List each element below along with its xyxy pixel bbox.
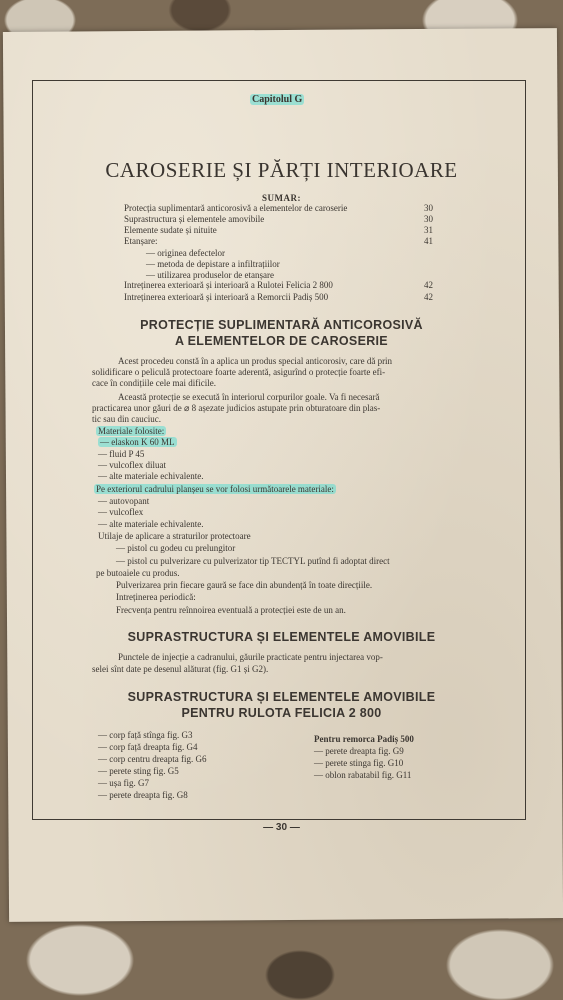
sumar-page: 30 bbox=[424, 214, 433, 224]
right-list-heading: Pentru remorca Padiș 500 bbox=[314, 734, 414, 744]
list-item: — fluid P 45 bbox=[98, 449, 145, 459]
right-list-item: — perete stinga fig. G10 bbox=[314, 758, 404, 768]
body-line: Pulverizarea prin fiecare gaură se face din abundență în toate direcțiile. bbox=[116, 580, 373, 590]
chapter-label: Capitolul G bbox=[252, 94, 303, 105]
body-line: Punctele de injecție a cadranului, găurile practicate pentru injectarea vop- bbox=[118, 652, 383, 662]
list-item: — alte materiale echivalente. bbox=[98, 519, 204, 529]
body-line: selei sînt date pe desenul alăturat (fig. G1 și G2). bbox=[92, 664, 269, 674]
sumar-page: 42 bbox=[424, 280, 433, 290]
section3-heading-line1: SUPRASTRUCTURA ȘI ELEMENTELE AMOVIBILE bbox=[127, 690, 436, 704]
left-list-item: — perete sting fig. G5 bbox=[98, 766, 179, 776]
sumar-page: 30 bbox=[424, 203, 433, 213]
body-line: Acest procedeu constă în a aplica un produs special anticorosiv, care dă prin bbox=[118, 356, 393, 366]
list-item: — pistol cu pulverizare cu pulverizator tip TECTYL putînd fi adoptat direct bbox=[116, 556, 390, 566]
body-line: practicarea unor găuri de ⌀ 8 așezate judicios astupate prin obturatoare din plas- bbox=[92, 403, 381, 413]
sumar-entry: Protecția suplimentară anticorosivă a elementelor de caroserie bbox=[124, 203, 348, 213]
body-line: tic sau din cauciuc. bbox=[92, 414, 161, 424]
sumar-entry: — utilizarea produselor de etanșare bbox=[146, 270, 274, 280]
sumar-entry: — metoda de depistare a infiltrațiilor bbox=[146, 259, 280, 269]
page-number: — 30 — bbox=[263, 822, 300, 833]
body-line: pe butoaiele cu produs. bbox=[96, 568, 180, 578]
sumar-entry: Etanșare: bbox=[124, 236, 158, 246]
materials-label: Materiale folosite: bbox=[98, 426, 165, 436]
section1-heading-line2: A ELEMENTELOR DE CAROSERIE bbox=[175, 334, 388, 348]
body-line: Utilaje de aplicare a straturilor protectoare bbox=[98, 531, 251, 541]
list-item: — vulcoflex bbox=[98, 507, 144, 517]
sumar-page: 31 bbox=[424, 225, 433, 235]
right-list-item: — oblon rabatabil fig. G11 bbox=[314, 770, 412, 780]
left-list-item: — perete dreapta fig. G8 bbox=[98, 790, 188, 800]
sumar-entry: Suprastructura și elementele amovibile bbox=[124, 214, 265, 224]
list-item: — alte materiale echivalente. bbox=[98, 471, 204, 481]
list-item: — elaskon K 60 ML bbox=[100, 437, 175, 447]
body-line: solidificare o peliculă protectoare foarte aderentă, asigurînd o protecție foarte efi- bbox=[92, 367, 386, 377]
sumar-entry: Elemente sudate și nituite bbox=[124, 225, 217, 235]
sumar-heading: SUMAR: bbox=[262, 193, 301, 203]
body-line: Această protecție se execută în interiorul corpurilor goale. Va fi necesară bbox=[118, 392, 380, 402]
list-item: — autovopant bbox=[98, 496, 150, 506]
body-line: Intreținerea periodică: bbox=[116, 592, 196, 602]
exterior-label: Pe exteriorul cadrului planșeu se vor folosi următoarele materiale: bbox=[96, 484, 334, 494]
body-line: Frecvența pentru reînnoirea eventuală a protecției este de un an. bbox=[116, 605, 346, 615]
sumar-entry: — originea defectelor bbox=[146, 248, 225, 258]
left-list-item: — ușa fig. G7 bbox=[98, 778, 149, 788]
section3-heading-line2: PENTRU RULOTA FELICIA 2 800 bbox=[181, 706, 382, 720]
sumar-entry: Intreținerea exterioară și interioară a Rulotei Felicia 2 800 bbox=[124, 280, 333, 290]
sumar-page: 41 bbox=[424, 236, 433, 246]
left-list-item: — corp față dreapta fig. G4 bbox=[98, 742, 198, 752]
body-line: cace în condițiile cele mai dificile. bbox=[92, 378, 216, 388]
left-list-item: — corp centru dreapta fig. G6 bbox=[98, 754, 207, 764]
section1-heading-line1: PROTECȚIE SUPLIMENTARĂ ANTICOROSIVĂ bbox=[140, 318, 423, 332]
left-list-item: — corp față stînga fig. G3 bbox=[98, 730, 193, 740]
list-item: — pistol cu godeu cu prelungitor bbox=[116, 543, 236, 553]
page-title: CAROSERIE ȘI PĂRȚI INTERIOARE bbox=[105, 158, 458, 182]
list-item: — vulcoflex diluat bbox=[98, 460, 166, 470]
sumar-page: 42 bbox=[424, 292, 433, 302]
right-list-item: — perete dreapta fig. G9 bbox=[314, 746, 404, 756]
section2-heading: SUPRASTRUCTURA ȘI ELEMENTELE AMOVIBILE bbox=[127, 630, 436, 644]
sumar-entry: Intreținerea exterioară și interioară a Remorcii Padiș 500 bbox=[124, 292, 329, 302]
